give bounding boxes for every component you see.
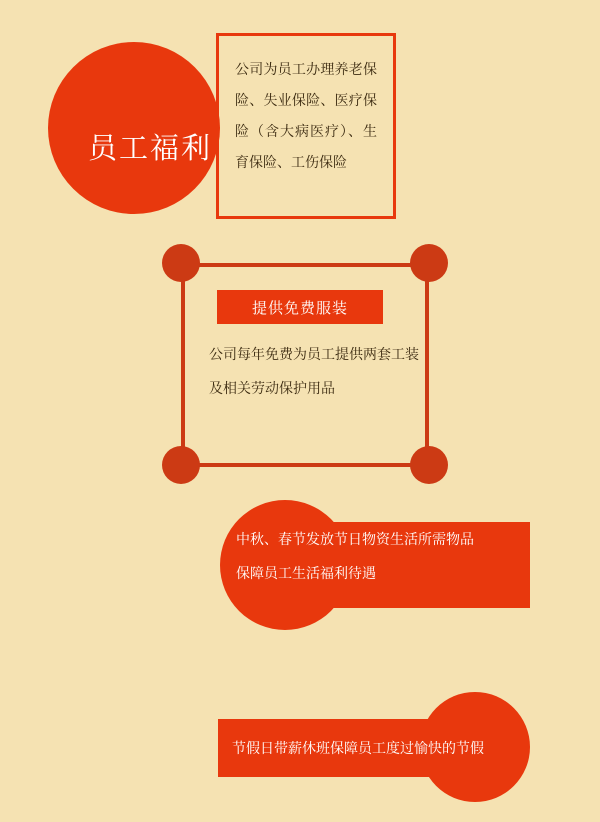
- uniform-frame: [155, 250, 455, 480]
- corner-dot-bottom-left: [162, 446, 200, 484]
- paid-leave-text: 节假日带薪休班保障员工度过愉快的节假: [232, 740, 484, 756]
- insurance-text: 公司为员工办理养老保险、失业保险、医疗保险（含大病医疗）、生育保险、工伤保险: [235, 61, 377, 170]
- paid-leave-section: [218, 692, 538, 802]
- page-title: 员工福利: [87, 132, 212, 165]
- title-circle: [48, 42, 220, 214]
- uniform-badge: [217, 290, 383, 324]
- holiday-goods-text: [236, 522, 526, 590]
- corner-dot-top-left: [162, 244, 200, 282]
- uniform-badge-label: 提供免费服装: [251, 299, 348, 317]
- holiday-goods-line1: 中秋、春节发放节日物资生活所需物品: [236, 531, 474, 547]
- insurance-box: [216, 33, 396, 219]
- uniform-text: 公司每年免费为员工提供两套工装及相关劳动保护用品: [209, 346, 419, 396]
- corner-dot-bottom-right: [410, 446, 448, 484]
- corner-dot-top-right: [410, 244, 448, 282]
- holiday-goods-section: [220, 500, 520, 630]
- holiday-goods-line2: 保障员工生活福利待遇: [236, 565, 376, 581]
